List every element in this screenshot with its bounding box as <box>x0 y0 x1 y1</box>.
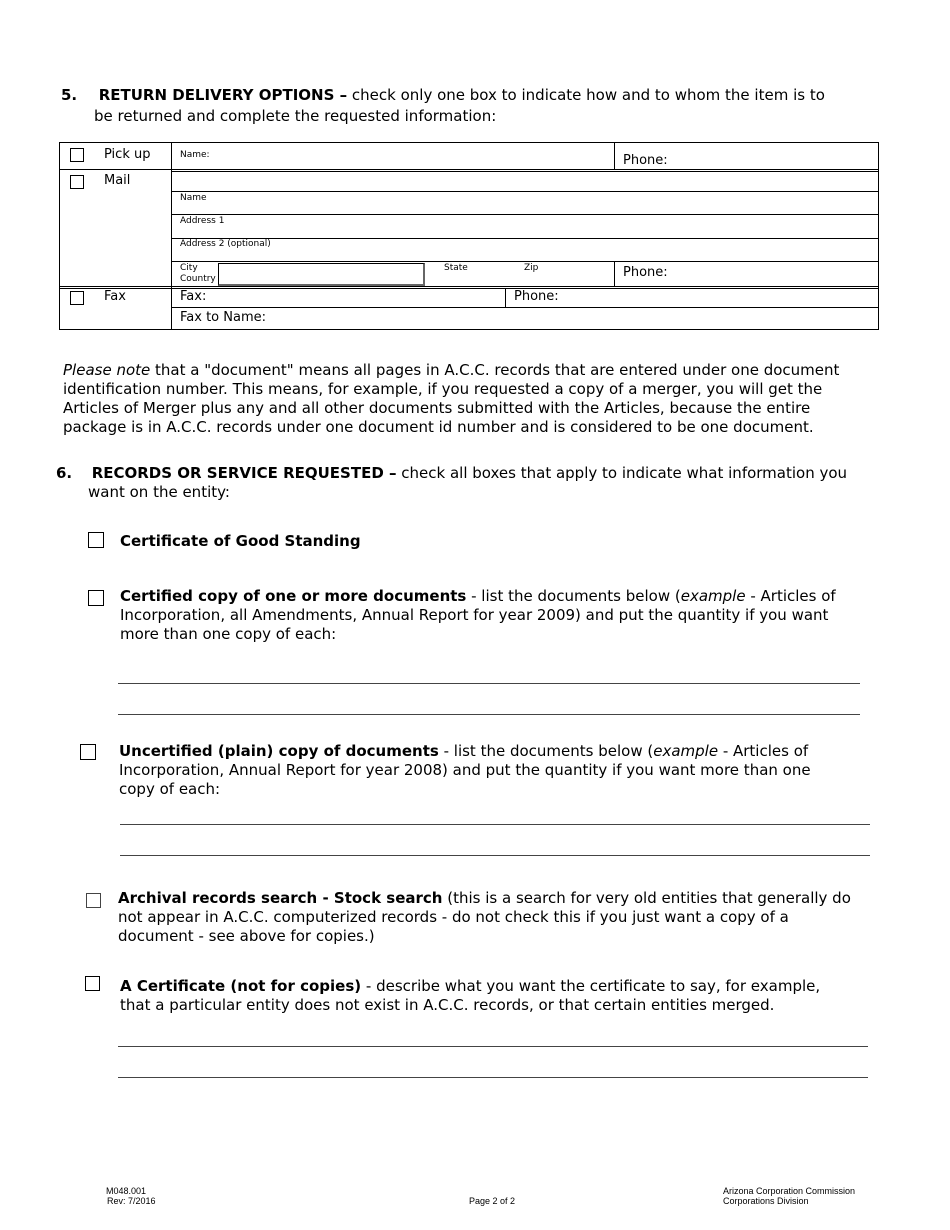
fax-to-name-label: Fax to Name: <box>180 310 266 325</box>
good-standing-checkbox[interactable] <box>88 532 104 548</box>
uncertified-copy-text: - list the documents below ( <box>438 742 654 760</box>
certified-copy-example: example <box>680 587 746 605</box>
pickup-phone-field[interactable] <box>670 150 875 166</box>
certified-copy-checkbox[interactable] <box>88 590 104 606</box>
note-line1: that a "document" means all pages in A.C.C. records that are entered under one document <box>150 361 840 379</box>
mail-label: Mail <box>104 173 131 188</box>
mail-address2-label: Address 2 (optional) <box>180 239 271 249</box>
certificate-write-line-2[interactable] <box>118 1077 868 1078</box>
good-standing-label: Certificate of Good Standing <box>120 532 361 550</box>
fax-phone-field[interactable] <box>562 290 874 305</box>
footer-form-number: M048.001 <box>106 1186 147 1196</box>
uncertified-copy-text: - Articles of <box>718 742 809 760</box>
mail-country-label: Country <box>180 274 216 284</box>
section6-instruction: check all boxes that apply to indicate what information you <box>401 464 848 482</box>
certified-copy-write-line-1[interactable] <box>118 683 860 684</box>
cell-divider <box>505 288 506 307</box>
section6-number: 6. <box>56 464 73 482</box>
archival-search-text: (this is a search for very old entities that generally do <box>442 889 851 907</box>
footer-revision: Rev: 7/2016 <box>107 1196 156 1206</box>
mail-address2-field[interactable] <box>290 240 875 259</box>
certificate-text: - describe what you want the certificate to say, for example, <box>361 977 821 995</box>
archival-search-checkbox[interactable] <box>86 893 101 908</box>
row-divider <box>59 169 879 170</box>
mail-phone-field[interactable] <box>670 263 875 284</box>
certified-copy-title: Certified copy of one or more documents <box>120 587 467 605</box>
section5-heading <box>61 86 825 105</box>
mail-name-field[interactable] <box>230 193 875 212</box>
mail-state-field[interactable] <box>440 273 510 285</box>
section6-title: RECORDS OR SERVICE REQUESTED – <box>91 464 397 482</box>
uncertified-copy-write-line-2[interactable] <box>120 855 870 856</box>
section5-instruction: check only one box to indicate how and to whom the item is to <box>351 86 825 104</box>
uncertified-copy-description <box>119 742 889 799</box>
cell-divider <box>614 261 615 286</box>
mail-zip-field[interactable] <box>520 273 610 285</box>
note-italic-lead: Please note <box>63 361 151 379</box>
row-divider <box>171 214 879 215</box>
mail-city-label: City <box>180 263 198 273</box>
note-paragraph <box>63 361 893 437</box>
fax-label: Fax <box>104 289 126 304</box>
uncertified-copy-checkbox[interactable] <box>80 744 96 760</box>
pickup-label: Pick up <box>104 147 151 162</box>
note-line2: identification number. This means, for example, if you requested a copy of a merger, you will get the <box>63 380 823 398</box>
certificate-line2: that a particular entity does not exist in A.C.C. records, or that certain entities merged. <box>120 996 775 1014</box>
footer-page-number: Page 2 of 2 <box>469 1196 516 1206</box>
mail-address1-field[interactable] <box>240 216 875 236</box>
row-divider <box>171 191 879 192</box>
certified-copy-text: - Articles of <box>745 587 836 605</box>
fax-phone-label: Phone: <box>514 289 559 304</box>
fax-number-label: Fax: <box>180 289 207 304</box>
footer-org-line1: Arizona Corporation Commission <box>723 1186 856 1196</box>
pickup-checkbox[interactable] <box>70 148 84 162</box>
uncertified-copy-line3: copy of each: <box>119 780 221 798</box>
fax-to-name-field[interactable] <box>270 309 875 327</box>
row-divider <box>171 307 879 308</box>
row-divider <box>59 286 879 287</box>
note-line4: package is in A.C.C. records under one document id number and is considered to be one document. <box>63 418 814 436</box>
mail-name-label: Name <box>180 193 207 203</box>
mail-checkbox[interactable] <box>70 175 84 189</box>
section5-instruction-line2: be returned and complete the requested information: <box>94 107 497 125</box>
fax-number-field[interactable] <box>212 290 502 305</box>
certified-copy-description <box>120 587 890 644</box>
archival-search-line3: document - see above for copies.) <box>118 927 375 945</box>
certificate-checkbox[interactable] <box>85 976 100 991</box>
section6-heading <box>56 464 847 483</box>
row-divider <box>171 261 879 262</box>
certificate-title: A Certificate (not for copies) <box>120 977 362 995</box>
mail-zip-label: Zip <box>524 263 539 273</box>
pickup-name-label: Name: <box>180 150 210 160</box>
cell-divider <box>614 142 615 169</box>
row-divider <box>171 238 879 239</box>
uncertified-copy-line2: Incorporation, Annual Report for year 2008) and put the quantity if you want more than one <box>119 761 811 779</box>
archival-search-line2: not appear in A.C.C. computerized records - do not check this if you just want a copy of a <box>118 908 789 926</box>
certified-copy-line3: more than one copy of each: <box>120 625 337 643</box>
city-country-input[interactable] <box>218 263 425 286</box>
uncertified-copy-write-line-1[interactable] <box>120 824 870 825</box>
section5-number: 5. <box>61 86 78 104</box>
mail-state-label: State <box>444 263 468 273</box>
pickup-phone-label: Phone: <box>623 153 668 168</box>
archival-search-title: Archival records search - Stock search <box>118 889 443 907</box>
certified-copy-text: - list the documents below ( <box>466 587 681 605</box>
certified-copy-line2: Incorporation, all Amendments, Annual Report for year 2009) and put the quantity if you want <box>120 606 829 624</box>
section6-instruction-line2: want on the entity: <box>88 483 230 501</box>
mail-phone-label: Phone: <box>623 265 668 280</box>
certificate-write-line-1[interactable] <box>118 1046 868 1047</box>
certified-copy-write-line-2[interactable] <box>118 714 860 715</box>
footer-org-line2: Corporations Division <box>723 1196 809 1206</box>
note-line3: Articles of Merger plus any and all other documents submitted with the Articles, because the entire <box>63 399 811 417</box>
certificate-description <box>120 977 900 1015</box>
archival-search-description <box>118 889 898 946</box>
pickup-name-field[interactable] <box>180 160 605 168</box>
uncertified-copy-title: Uncertified (plain) copy of documents <box>119 742 439 760</box>
uncertified-copy-example: example <box>653 742 719 760</box>
fax-checkbox[interactable] <box>70 291 84 305</box>
section5-title: RETURN DELIVERY OPTIONS – <box>98 86 348 104</box>
row-divider <box>171 171 879 172</box>
mail-address1-label: Address 1 <box>180 216 225 226</box>
